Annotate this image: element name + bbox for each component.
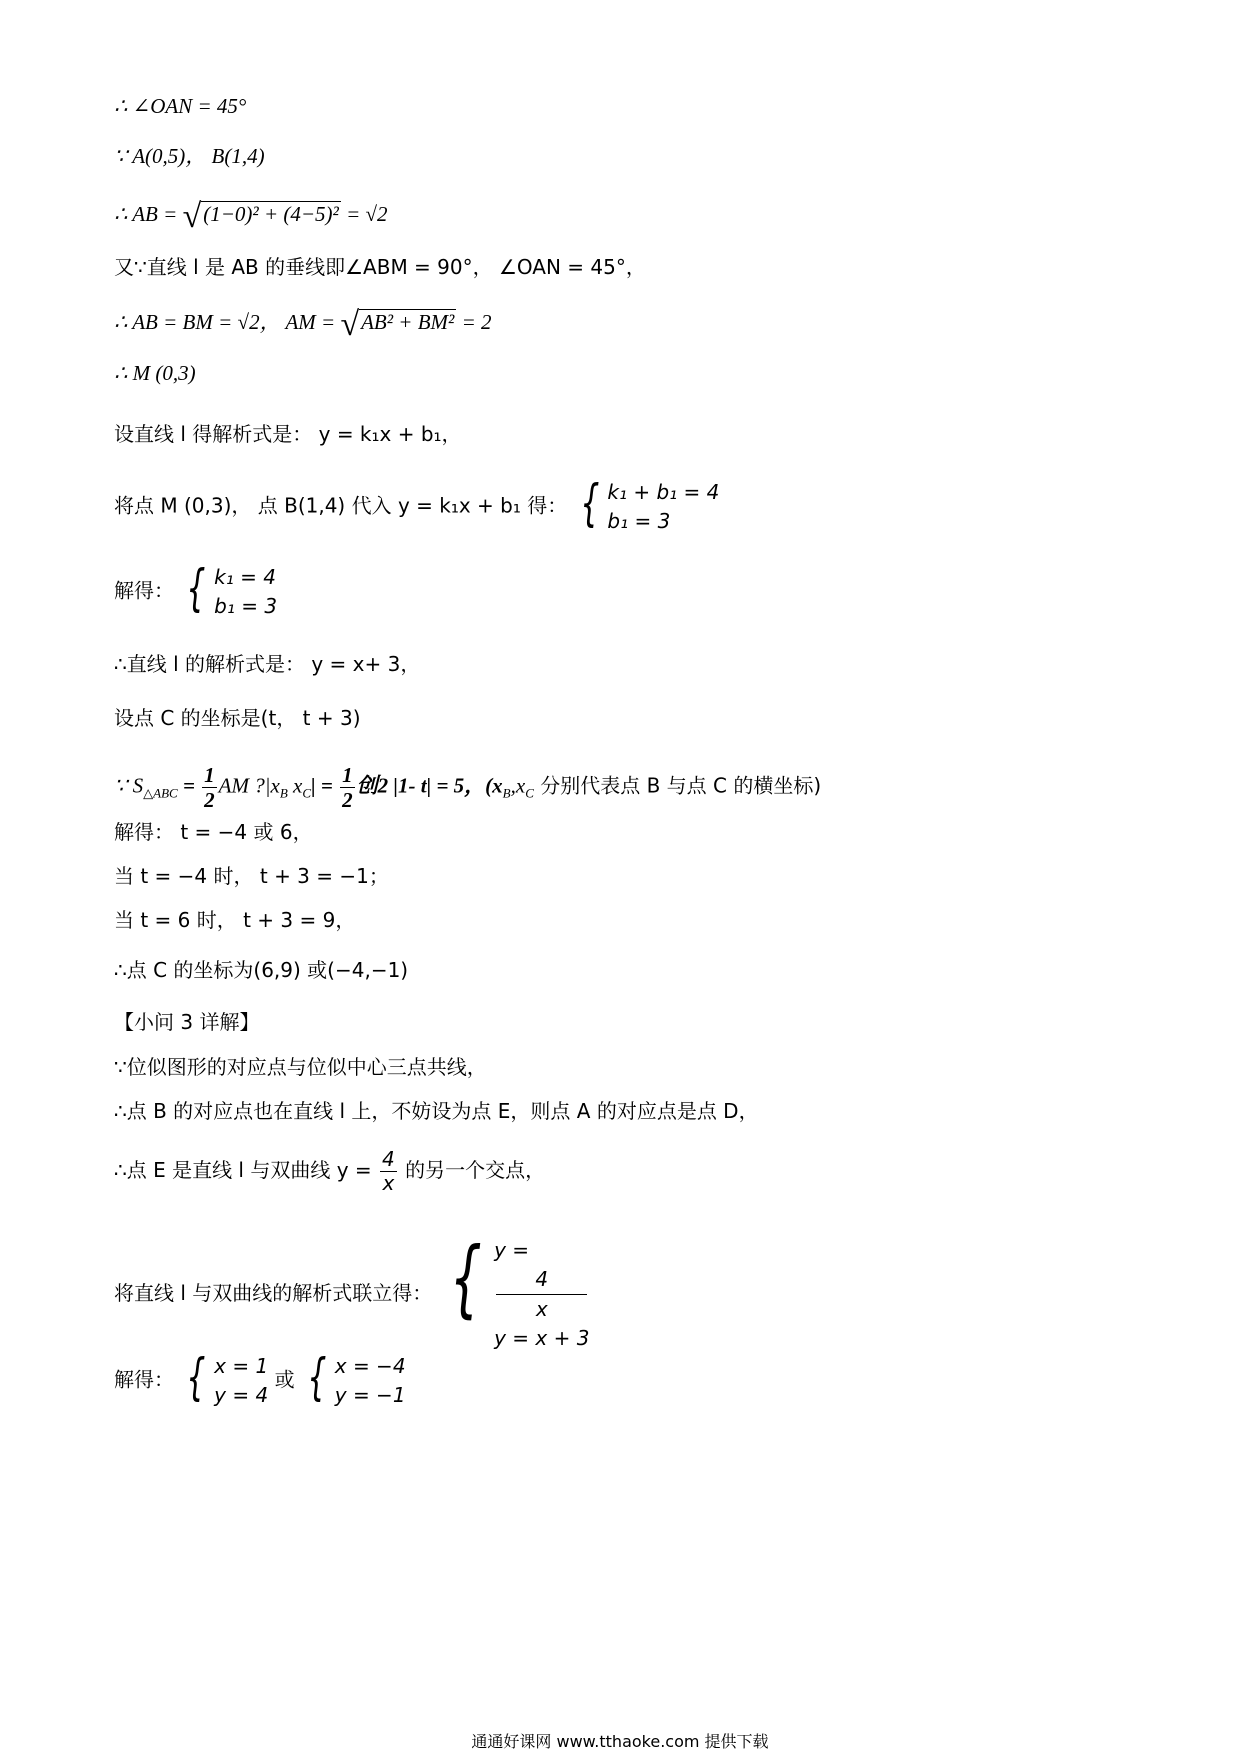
sys-row-1: x = 1 [214,1354,269,1378]
fraction-half [202,763,217,812]
fraction-half-2 [340,763,355,812]
simultaneous-text: 将直线 l 与双曲线的解析式联立得： [114,1281,433,1305]
sqrt-am: √AB² + BM² [340,306,455,343]
area-note: 分别代表点 B 与点 C 的横坐标) [533,773,822,798]
frac-den: 2 [342,788,353,813]
area-comma: ,x [510,773,526,798]
line-substitute [114,474,720,536]
am-suffix: = 2 [456,310,492,334]
line-case-t-6: 当 t = 6 时， t + 3 = 9， [114,908,356,932]
line-point-c: 设点 C 的坐标是(t， t + 3) [114,706,361,730]
line-corresponding-points: ∴点 B 的对应点也在直线 l 上，不妨设为点 E，则点 A 的对应点是点 D， [114,1099,759,1123]
area-am: AM ?|x [218,773,280,798]
or-word: 或 [274,1367,295,1392]
sys-row-1: k₁ + b₁ = 4 [607,480,720,504]
sys-row-2: b₁ = 3 [607,509,671,533]
line-am-length [114,308,492,342]
line-triangle-area [114,763,821,812]
sub-c2: C [525,785,534,801]
am-prefix: ∴ AB = BM = √2， AM = [114,310,341,334]
sys-row-1: x = −4 [334,1354,406,1378]
am-radicand: AB² + BM² [361,310,455,334]
line-set-line-l: 设直线 l 得解析式是： y = k₁x + b₁， [114,422,462,446]
frac-den: x [535,1297,548,1321]
frac-num: 1 [204,763,215,787]
area-xc: x [287,773,303,798]
line-line-l-expression: ∴直线 l 的解析式是： y = x+ 3， [114,652,421,676]
area-rest: 创2 |1- t| = 5，(x [356,773,503,798]
line-c-coordinates: ∴点 C 的坐标为(6,9) 或(−4,−1) [114,958,409,982]
fraction-4-over-x-2 [496,1265,587,1324]
sub-b2: B [502,785,511,801]
frac-num: 4 [496,1265,587,1295]
system-solution-k-b [180,559,278,621]
sys-row-2: y = x + 3 [494,1326,590,1350]
line-case-t-neg4: 当 t = −4 时， t + 3 = −1； [114,864,389,888]
line-solve-k-b [114,559,278,621]
brace: { [186,559,206,617]
fraction-4-over-x [380,1148,397,1195]
system-substitute [574,474,720,536]
line-solve-xy [114,1348,406,1410]
solve-label: 解得： [114,578,174,603]
ab-suffix: = √2 [340,202,388,226]
line-solve-t: 解得： t = −4 或 6， [114,820,313,844]
footer-source: 通通好课网 www.tthaoke.com 提供下载 [471,1732,769,1751]
solve-label: 解得： [114,1367,174,1392]
area-sub: △ABC [143,785,178,801]
system-solution-2 [301,1348,406,1410]
line-point-m: ∴ M (0,3) [114,361,196,385]
sys-row-2: y = 4 [214,1383,269,1407]
line-point-e [114,1148,545,1195]
section-heading-q3: 【小问 3 详解】 [114,1010,260,1034]
system-solution-1 [180,1348,269,1410]
brace: { [186,1348,206,1406]
point-e-tail: 的另一个交点， [398,1158,546,1182]
sys-row-1: k₁ = 4 [214,565,276,589]
frac-den: x [382,1171,395,1195]
area-eq2: | = [311,773,339,798]
line-homothety: ∵位似图形的对应点与位似中心三点共线， [114,1055,487,1079]
sys-row-1 [494,1236,589,1324]
line-ab-length [114,200,388,234]
sub-c: C [302,785,312,801]
sqrt-ab: √(1−0)² + (4−5)² [182,198,339,235]
substitute-text: 将点 M (0,3)， 点 B(1,4) 代入 y = k₁x + b₁ 得： [114,493,568,518]
line-simultaneous [114,1229,590,1353]
brace: { [579,474,600,532]
sub-b: B [279,785,288,801]
line-points-ab: ∵ A(0,5)， B(1,4) [114,144,265,168]
frac-num: 1 [342,763,353,787]
system-simultaneous [439,1229,590,1353]
line-angle-oan: ∴ ∠OAN = 45° [114,94,247,118]
point-e-text: ∴点 E 是直线 l 与双曲线 y = [114,1158,379,1182]
ab-radicand: (1−0)² + (4−5)² [203,202,339,226]
brace: { [307,1348,327,1406]
frac-den: 2 [204,788,215,813]
sys-row-2: y = −1 [334,1383,406,1407]
frac-num: 4 [382,1147,395,1171]
area-eq: = [177,773,201,798]
sys-row-2: b₁ = 3 [214,594,278,618]
row1-lhs: y = [494,1238,530,1262]
line-perpendicular: 又∵直线 l 是 AB 的垂线即∠ABM = 90°， ∠OAN = 45°， [114,255,646,279]
brace: { [449,1229,482,1327]
ab-prefix: ∴ AB = [114,202,183,226]
area-s: ∵ S [114,773,144,798]
